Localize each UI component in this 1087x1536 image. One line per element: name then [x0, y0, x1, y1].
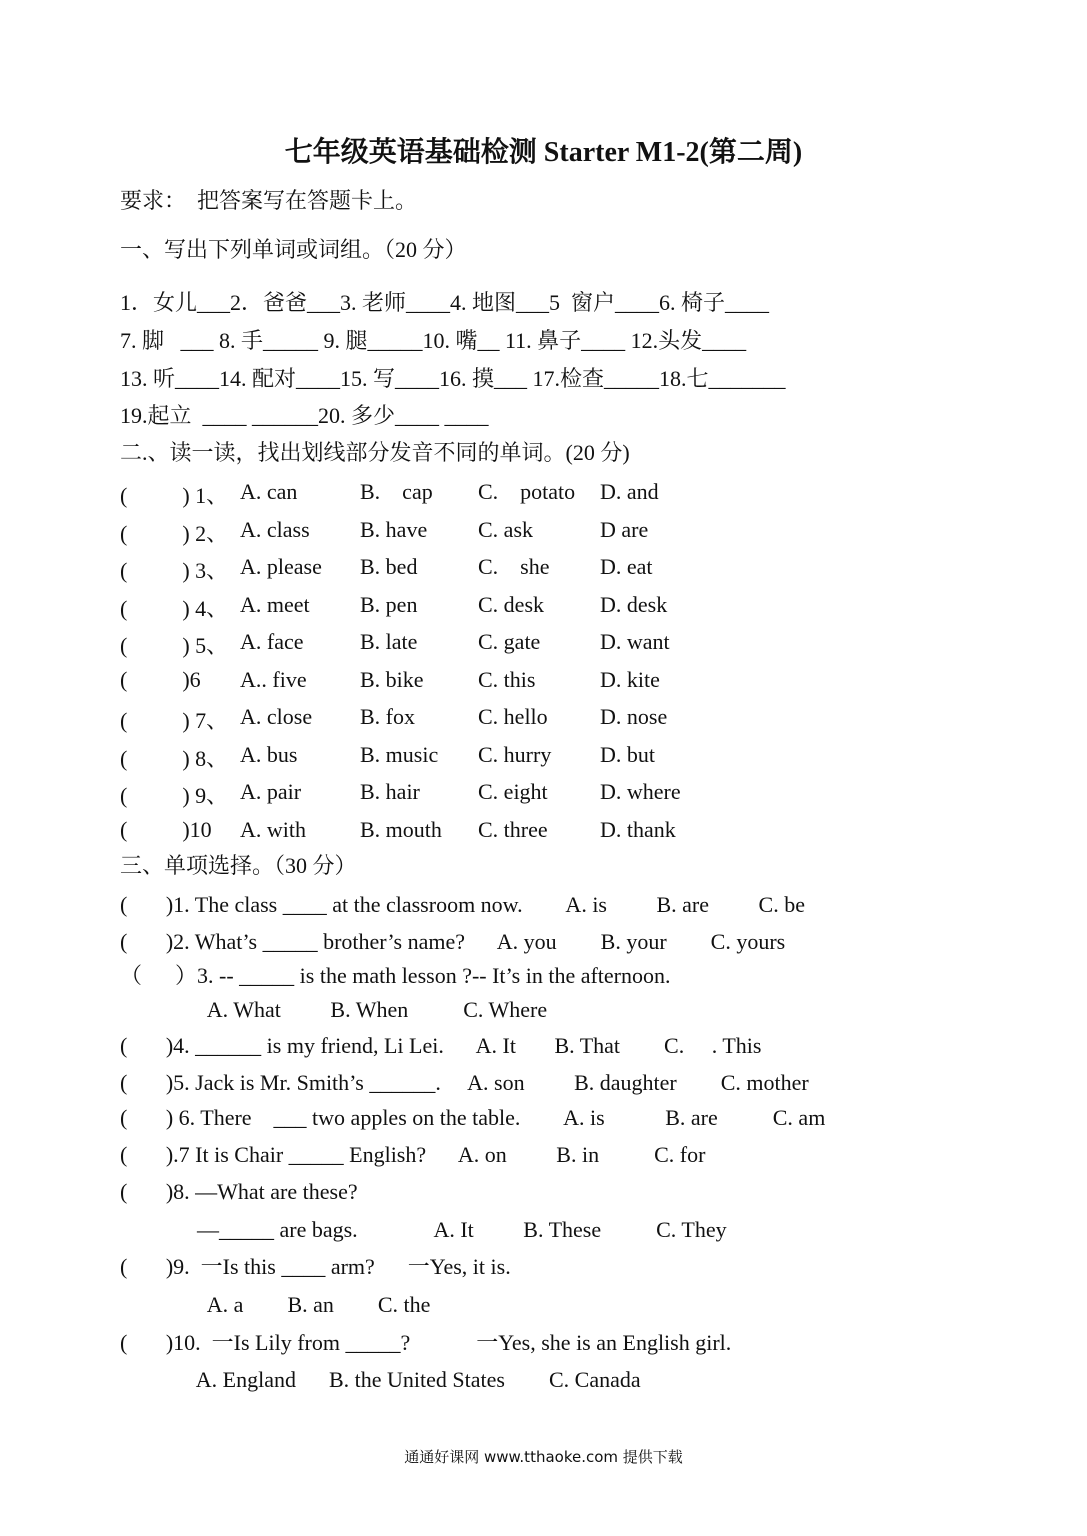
option-d: D. kite: [600, 667, 660, 692]
option-a: A.. five: [240, 667, 307, 692]
mc-question-line: ( )1. The class ____ at the classroom now. A. is B. are C. be: [120, 892, 805, 917]
section1-heading: 一、写出下列单词或词组。（20 分）: [120, 237, 467, 262]
question-number: ( ) 5、: [120, 633, 229, 658]
option-c: C. three: [478, 817, 548, 842]
option-a: A. bus: [240, 742, 298, 767]
option-c: C. she: [478, 554, 550, 579]
vocab-line: 1．女儿___2．爸爸___3. 老师____4. 地图___5 窗户____6. 椅子____: [120, 290, 770, 315]
option-a: A. meet: [240, 592, 310, 617]
question-number: ( )10: [120, 817, 212, 842]
option-a: A. close: [240, 704, 313, 729]
question-number: ( ) 1、: [120, 483, 229, 508]
mc-question-line: ( )9. 一Is this ____ arm? 一Yes, it is.: [120, 1254, 511, 1279]
option-b: B. bike: [360, 667, 424, 692]
question-number: ( ) 8、: [120, 746, 229, 771]
question-number: ( ) 4、: [120, 596, 229, 621]
section2-heading: 二.、读一读，找出划线部分发音不同的单词。(20 分): [120, 440, 630, 465]
option-c: C. eight: [478, 779, 548, 804]
option-a: A. face: [240, 629, 304, 654]
mc-question-line: A. a B. an C. the: [120, 1292, 431, 1317]
question-number: ( ) 7、: [120, 708, 229, 733]
option-c: C. gate: [478, 629, 541, 654]
option-d: D are: [600, 517, 649, 542]
option-d: D. want: [600, 629, 670, 654]
page-title: 七年级英语基础检测 Starter M1-2(第二周): [284, 137, 803, 168]
mc-question-line: ( ).7 It is Chair _____ English? A. on B. in C. for: [120, 1142, 706, 1167]
option-b: B. pen: [360, 592, 418, 617]
option-c: C. hello: [478, 704, 548, 729]
option-b: B. hair: [360, 779, 420, 804]
option-c: C. ask: [478, 517, 533, 542]
vocab-line: 13. 听____14. 配对____15. 写____16. 摸___ 17.检查_____18.七_______: [120, 366, 786, 391]
question-number: ( )6: [120, 667, 201, 692]
vocab-line: 19.起立 ____ ______20. 多少____ ____: [120, 403, 489, 428]
option-a: A. class: [240, 517, 310, 542]
mc-question-line: ( ) 6. There ___ two apples on the table. A. is B. are C. am: [120, 1105, 826, 1130]
vocab-line: 7. 脚 ___ 8. 手_____ 9. 腿_____10. 嘴__ 11. 鼻子____ 12.头发____: [120, 328, 747, 353]
mc-question-line: ( )8. —What are these?: [120, 1179, 358, 1204]
option-d: D. thank: [600, 817, 676, 842]
option-c: C. hurry: [478, 742, 552, 767]
option-b: B. music: [360, 742, 439, 767]
mc-question-line: ( )2. What’s _____ brother’s name? A. you B. your C. yours: [120, 929, 786, 954]
option-d: D. desk: [600, 592, 668, 617]
option-d: D. nose: [600, 704, 668, 729]
mc-question-line: ( )5. Jack is Mr. Smith’s ______. A. son B. daughter C. mother: [120, 1070, 809, 1095]
option-d: D. and: [600, 479, 659, 504]
option-c: C. this: [478, 667, 536, 692]
option-d: D. eat: [600, 554, 653, 579]
requirement-text: 要求： 把答案写在答题卡上。: [120, 188, 418, 213]
mc-question-line: ( )4. ______ is my friend, Li Lei. A. It B. That C. . This: [120, 1033, 762, 1058]
footer-credit: 通通好课网 www.tthaoke.com 提供下载: [404, 1448, 683, 1466]
option-a: A. can: [240, 479, 298, 504]
option-b: B. mouth: [360, 817, 442, 842]
mc-question-line: A. What B. When C. Where: [120, 997, 548, 1022]
option-b: B. late: [360, 629, 418, 654]
mc-question-line: （ ）3. -- _____ is the math lesson ?-- It’s in the afternoon.: [120, 963, 671, 988]
option-b: B. fox: [360, 704, 415, 729]
option-c: C. desk: [478, 592, 544, 617]
option-a: A. please: [240, 554, 322, 579]
question-number: ( ) 9、: [120, 783, 229, 808]
question-number: ( ) 2、: [120, 521, 229, 546]
option-a: A. with: [240, 817, 306, 842]
option-d: D. but: [600, 742, 655, 767]
option-b: B. cap: [360, 479, 433, 504]
option-b: B. have: [360, 517, 428, 542]
option-b: B. bed: [360, 554, 418, 579]
mc-question-line: ( )10. 一Is Lily from _____? 一Yes, she is an English girl.: [120, 1330, 732, 1355]
mc-question-line: A. England B. the United States C. Canada: [120, 1367, 641, 1392]
option-a: A. pair: [240, 779, 302, 804]
section3-heading: 三、单项选择。（30 分）: [120, 853, 357, 878]
mc-question-line: —_____ are bags. A. It B. These C. They: [120, 1217, 727, 1242]
option-c: C. potato: [478, 479, 576, 504]
question-number: ( ) 3、: [120, 558, 229, 583]
option-d: D. where: [600, 779, 681, 804]
